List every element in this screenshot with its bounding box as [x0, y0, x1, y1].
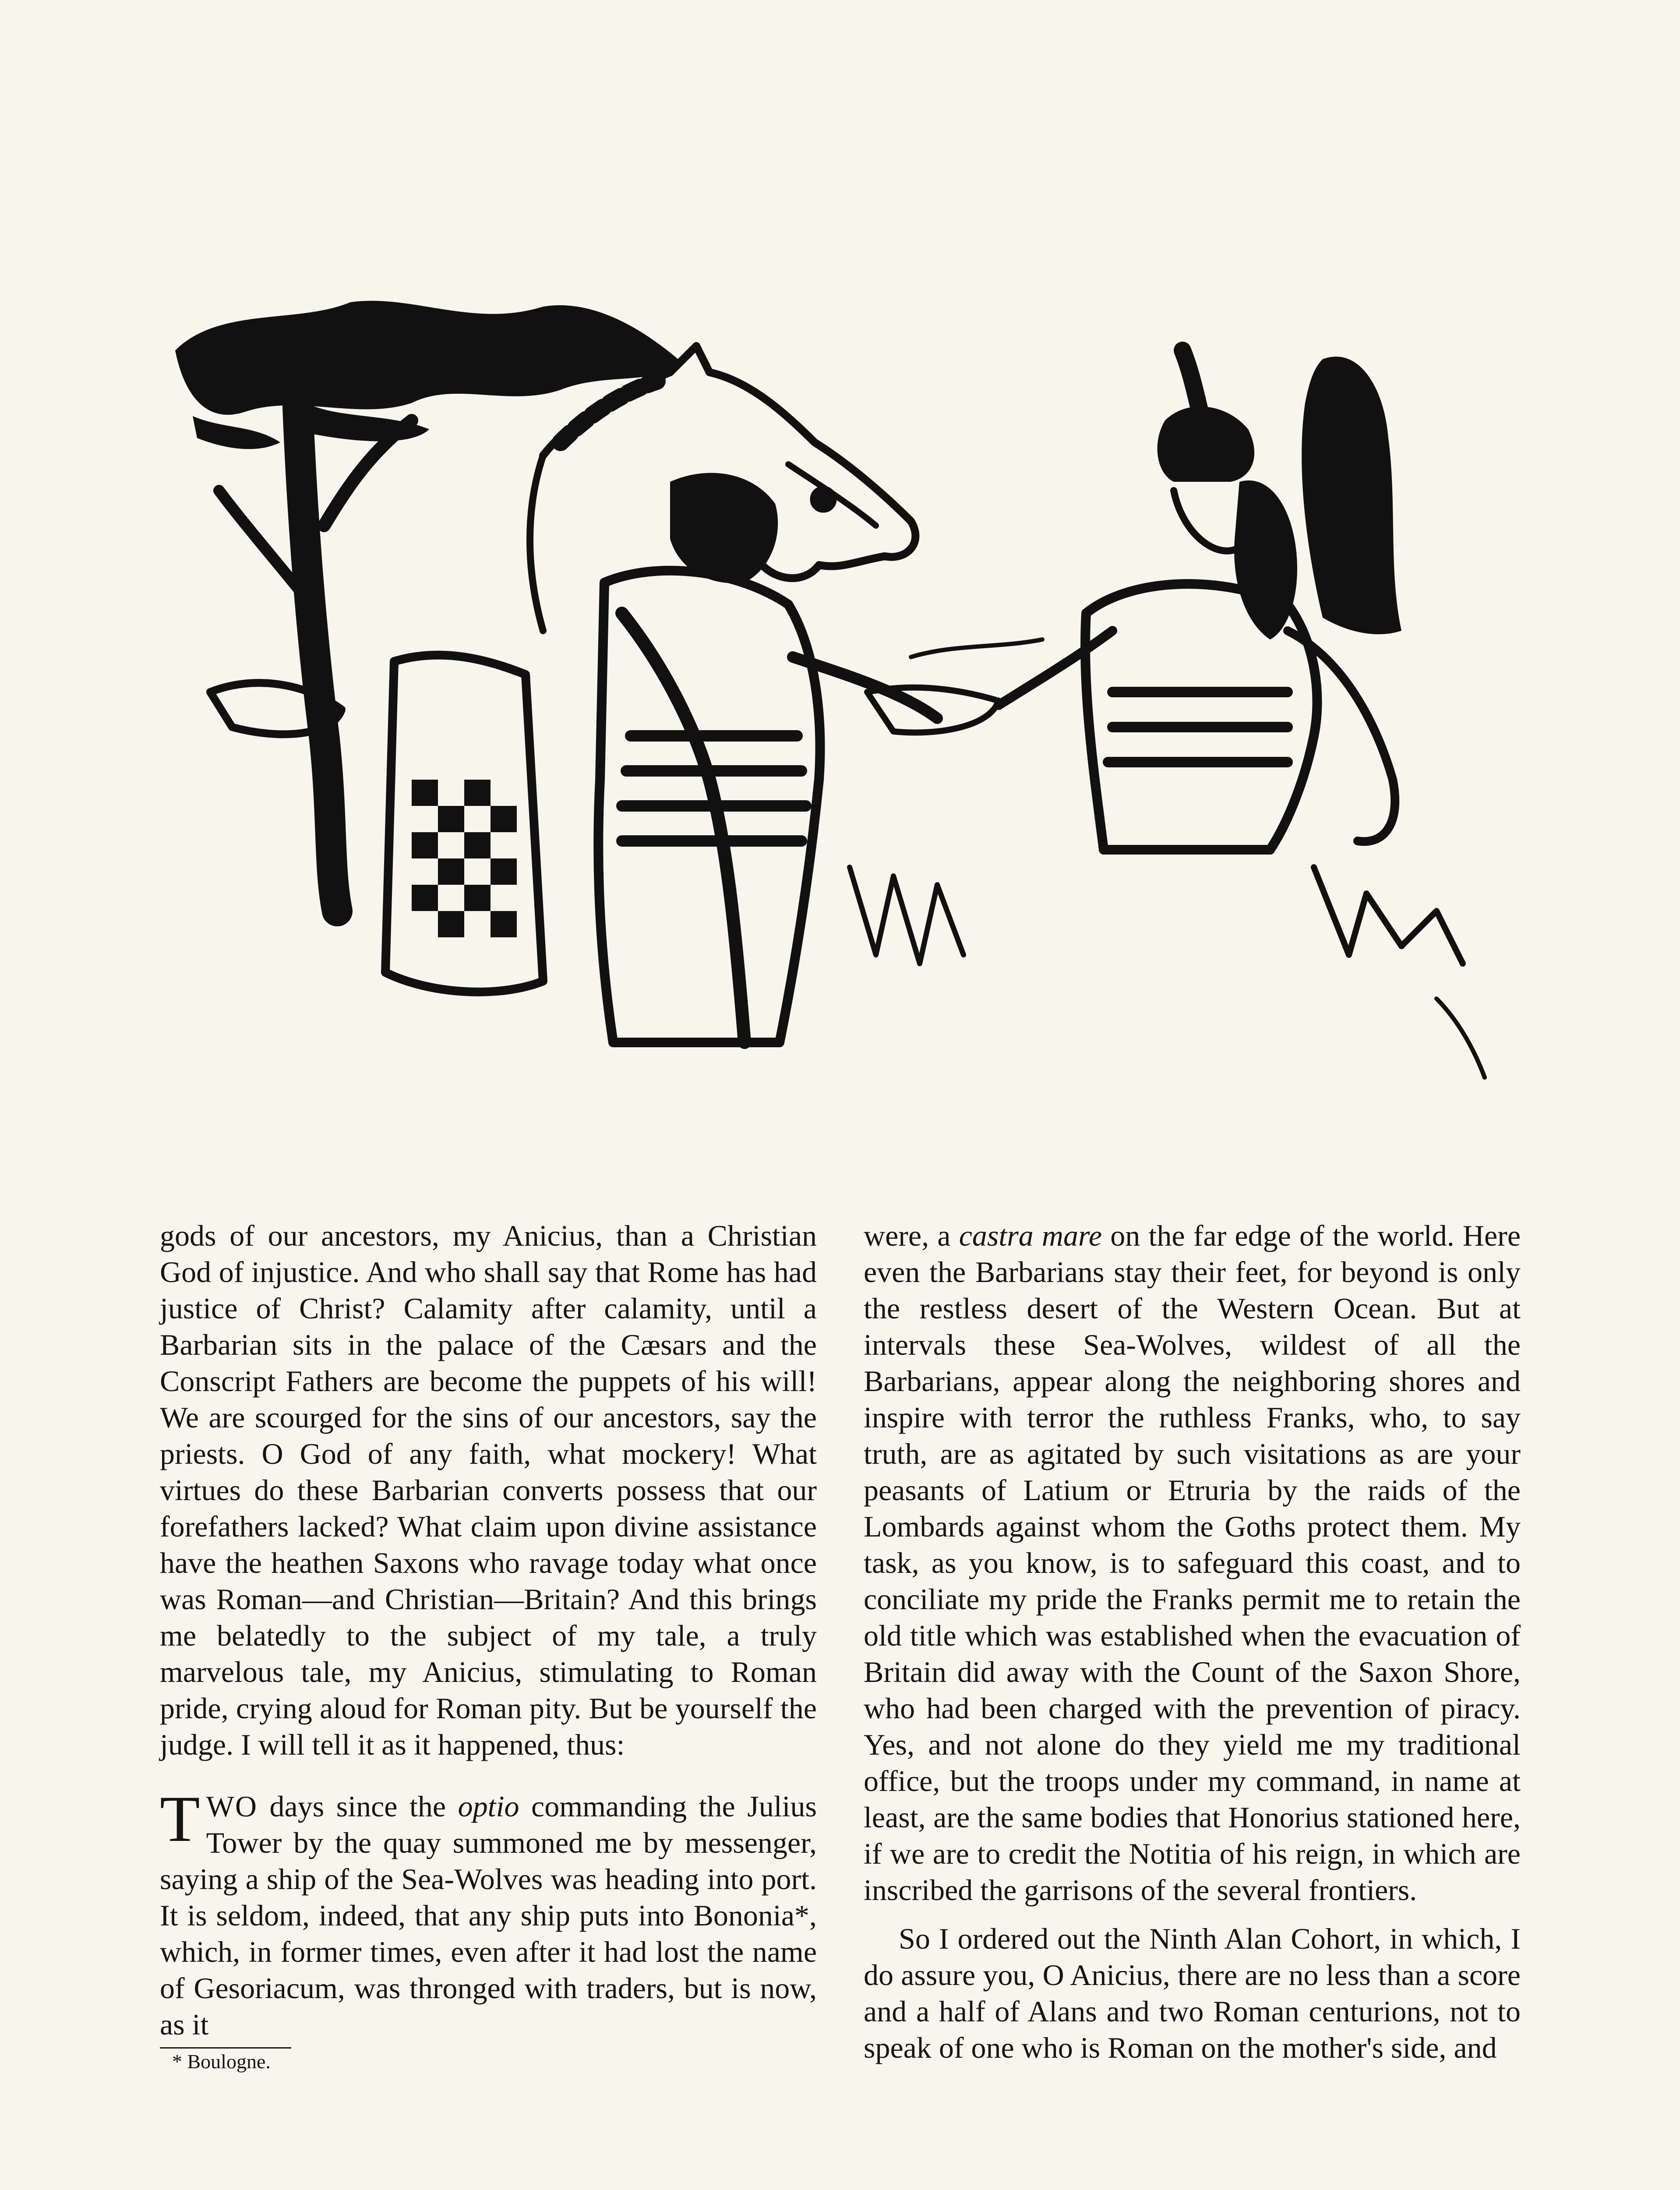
right-column — [864, 1218, 1521, 2066]
drop-cap: T — [160, 1783, 200, 1855]
left-column — [160, 1218, 817, 2075]
text-segment: on the far edge of the world. Here even the Barbarians stay their feet, for beyond is only the restless desert of the Western Ocean. But at intervals these Sea-Wolves, wildest of all the Barbarians, appear along the neighboring shores and inspire with terror the ruthless Franks, who, to say truth, are as agitated by such visitations as are your peasants of Latium or Etruria by the raids of the Lombards against whom the Goths protect them. My task, as you know, is to safeguard this coast, and to conciliate my pride the Franks permit me to retain the old title which was established when the evacuation of Britain did away with the Count of the Saxon Shore, who had been charged with the prevention of piracy. Yes, and not alone do they yield me my traditional office, but the troops under my command, in name at least, are the same bodies that Honorius stationed here, if we are to credit the Notitia of his reign, in which are inscribed the garrisons of the several frontiers. — [864, 1219, 1521, 1907]
footnote: * Boulogne. — [172, 2050, 271, 2073]
ink-drawing-icon — [166, 298, 1507, 1113]
paragraph-with-drop-cap — [160, 1783, 817, 2043]
italic-word: optio — [458, 1790, 519, 1823]
italic-phrase: castra mare — [959, 1219, 1102, 1252]
paragraph: gods of our ancestors, my Anicius, than a Christian God of injustice. And who shall say that Rome has had justice of Christ? Calamity after calamity, until a Barbarian sits in the palace of the Cæsars and the Conscript Fathers are become the puppets of his will! We are scourged for the sins of our ancestors, say the priests. O God of any faith, what mockery! What virtues do these Barbarian converts possess that our forefathers lacked? What claim upon divine assistance have the heathen Saxons who ravage today what once was Roman—and Christian—Britain? And this brings me belatedly to the subject of my tale, a truly marvelous tale, my Anicius, stimulating to Roman pride, crying aloud for Roman pity. But be yourself the judge. I will tell it as it happened, thus: — [160, 1219, 817, 1761]
lead-caps: WO — [206, 1790, 258, 1823]
text-segment: were, a — [864, 1219, 959, 1252]
paragraph — [864, 1218, 1521, 1908]
illustration — [166, 298, 1507, 1113]
text-segment: commanding the Julius Tower by the quay summoned me by messenger, saying a ship of the Sea-Wolves was heading into port. It is seldom, indeed, that any ship puts into Bononia*, which, in former times, even after it had lost the name of Gesoriacum, was thronged with traders, but is now, as it — [160, 1790, 817, 2041]
paragraph: So I ordered out the Ninth Alan Cohort, in which, I do assure you, O Anicius, there are no less than a score and a half of Alans and two Roman centurions, not to speak of one who is Roman on the mother's side, and — [864, 1922, 1521, 2064]
text-segment: days since the — [257, 1790, 458, 1823]
